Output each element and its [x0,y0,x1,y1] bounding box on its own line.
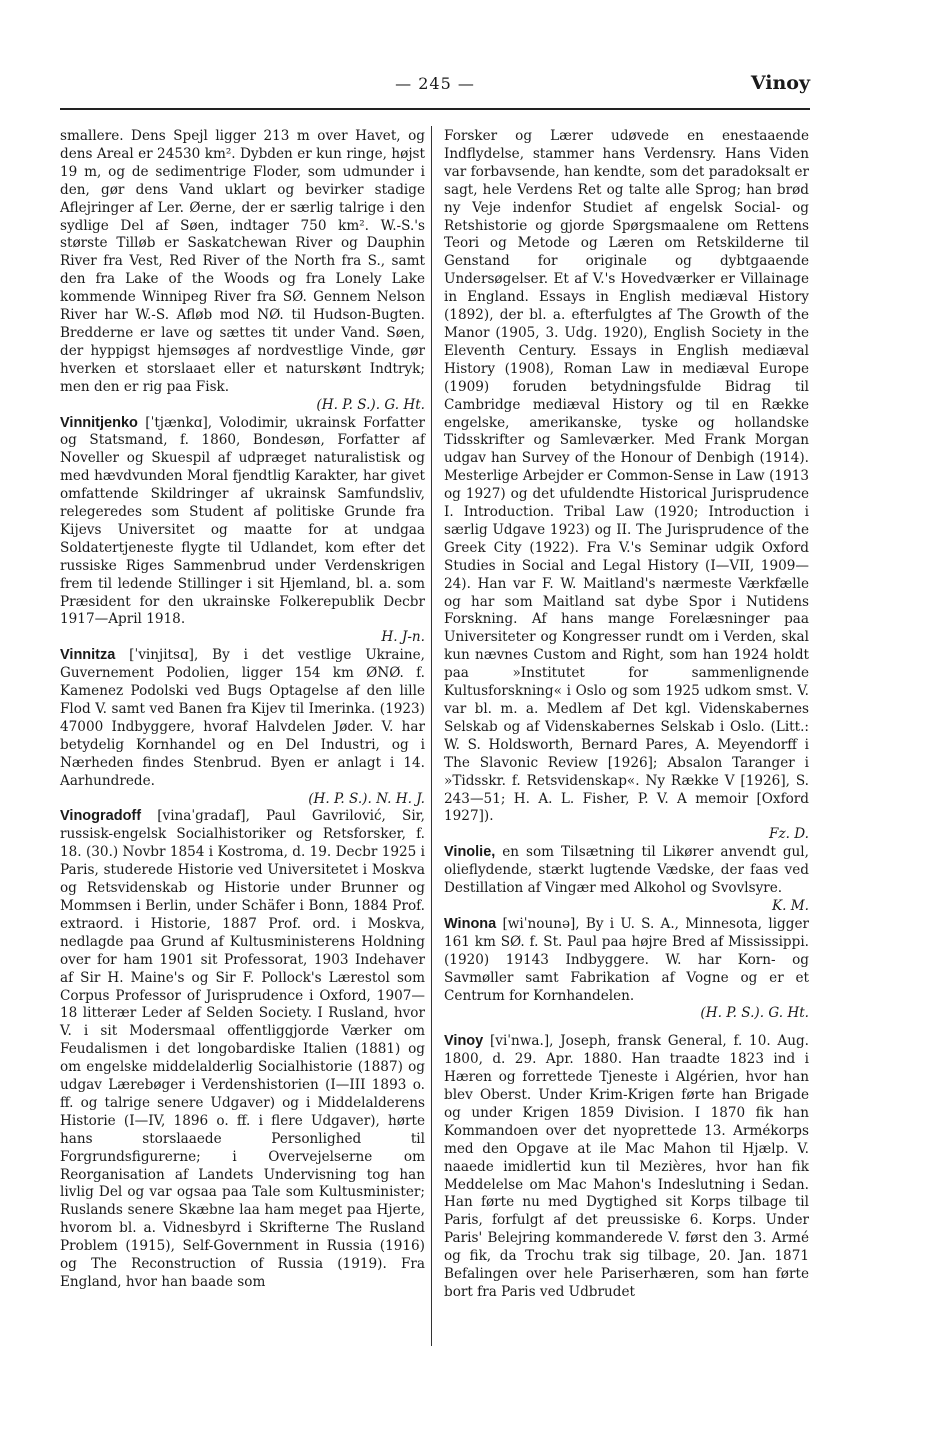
entry-body: [viˈnwa.], Joseph, fransk General, f. 10. Aug. 1800, d. 29. Apr. 1880. Han traadte 1823 ind i Hæren og forrettede Tjeneste i Algérien, hvor han blev Oberst. Under Krim-Krigen førte han Brigade og under Krigen 1859 Division. I 1870 fik han Kommandoen over det nyoprettede 13. Armékorps med den Opgave at ile Mac Mahon til Hjælp. V. naaede imidlertid kun til Mezières, hvor han fik Meddelelse om Mac Mahon's Indeslutning i Sedan. Han førte nu med Dygtighed sit Korps tilbage til Paris, forfulgt af det preussiske 6. Korps. Under Paris' Belejring kommanderede V. først den 3. Armé og fik, da Trochu trak sig tilbage, 20. Jan. 1871 Befalingen over hele Pariserhæren, som han førte bort fra Paris ved Udbrudet [444,1033,809,1300]
entry-signature: (H. P. S.). G. Ht. [700,1005,809,1022]
entry-signature: H. J-n. [381,629,425,646]
entry-vinoy [444,1033,809,1302]
entry-winona [444,916,809,1006]
entry-body: [wiˈnounə], By i U. S. A., Minnesota, ligger 161 km SØ. f. St. Paul paa højre Bred af Mississippi. (1920) 19143 Indbyggere. W. har Korn- og Savmøller samt Fabrikation af Vogne og er et Centrum for Kornhandelen. [444,915,809,1004]
entry-body: [vinaˈgradaf], Paul Gavrilović, Sir, russisk-engelsk Socialhistoriker og Retsforsker, f. 18. (30.) Novbr 1854 i Kostroma, d. 19. Decbr 1925 i Paris, studerede Historie ved Universitetet i Moskva og Retsvidenskab og Historie under Brunner og Mommsen i Berlin, under Schäfer i Bonn, 1884 Prof. extraord. i Historie, 1887 Prof. ord. i Moskva, nedlagde paa Grund af Kultusministerens Holdning over for ham 1901 sit Professorat, 1903 Indehaver af Sir H. Maine's og Sir F. Pollock's Lærestol som Corpus Professor of Jurisprudence i Oxford, 1907—18 litterær Leder af Selden Society. I Rusland, hvor V. i sit Modersmaal offentliggjorde Værker om Feudalismen i det longobardiske Italien (1881) og om engelske middelalderlig Socialhistorie (1887) og udgav Lærebøger i Verdenshistorien (I—III 1893 o. ff. og talrige senere Udgaver) og i Middelalderens Historie (I—IV, 1896 o. ff. i flere Udgaver), hørte hans storslaaede Personlighed til Forgrundsfigurerne; i Overvejelserne om Reorganisation af Landets Undervisning tog han livlig Del og var ogsaa paa Tale som Kultusminister; Ruslands senere Skæbne laa ham meget paa Hjerte, hvorom bl. a. Vidnesbyrd i Skrifterne The Rusland Problem (1915), Self-Government in Russia (1916) og The Reconstruction of Russia (1919). Fra England, hvor han baade som [60,808,425,1290]
right-column [444,128,809,1302]
headword: Vinolie, [444,844,496,861]
column-divider [431,126,432,1346]
entry-signature: (H. P. S.). G. Ht. [316,396,425,413]
entry-signature: (H. P. S.). N. H. J. [308,790,425,807]
entry-body: en som Tilsætning til Likører anvendt gul, olieflydende, stærkt lugtende Vædske, der faas ved Destillation af Vingær med Alkohol og Svovlsyre. [444,844,809,897]
headword: Vinnitjenko [60,414,138,431]
entry-body: smallere. Dens Spejl ligger 213 m over Havet, og dens Areal er 24530 km². Dybden er kun ringe, højst 19 m, og de sedimentrige Floder, som udmunder i den, gør dens Vand uklart og bevirker stadige Aflejringer af Ler. Øerne, der er særlig talrige i den sydlige Del af Søen, indtager 750 km². W.-S.'s største Tilløb er Saskatchewan River og Dauphin River fra Vest, Red River of the North fra S., samt den fra Lake of the Woods og fra Lonely Lake kommende Winnipeg River fra SØ. Gennem Nelson River har W.-S. Afløb mod NØ. til Hudson-Bugten. Bredderne er lave og sættes tit under Vand. Søen, der hyppigst hjemsøges af nordvestlige Vinde, gør hverken et storslaaet eller et naturskønt Indtryk; men den er rig paa Fisk. [60,128,425,395]
left-column [60,128,425,1292]
entry-body: Forsker og Lærer udøvede en enestaaende Indflydelse, stammer hans Verdensry. Hans Viden var forbavsende, han kendte, som det paradoksalt er sagt, hele Verdens Ret og talte alle Sprog; han brød ny Veje indenfor Studiet af engelsk Social- og Retshistorie og gjorde Spørgsmaalene om Rettens Teori og Metode og Læren om Retskilderne til Genstand for originale og dybtgaaende Undersøgelser. Et af V.'s Hovedværker er Villainage in England. Essays in English mediæval History (1892), der bl. a. efterfulgtes af The Growth of the Manor (1905, 3. Udg. 1920), English Society in the Eleventh Century. Essays in English mediæval History (1908), Roman Law in mediæval Europe (1909) foruden betydningsfulde Bidrag til Cambridge mediæval History og til en Række engelske, amerikanske, tyske og hollandske Tidsskrifter og Samleværker. Med Frank Morgan udgav han Survey of the Honour of Denbigh (1914). Mesterlige Arbejder er Common-Sense in Law (1913 og 1927) og det ufuldendte Historical Jurisprudence I. Introduction. Tribal Law (1920; Introduction i særlig Udgave 1923) og II. The Jurisprudence of the Greek City (1922). Fra V.'s Seminar udgik Oxford Studies in Social and Legal History (I—VII, 1909—24). Han var F. W. Maitland's nærmeste Værkfælle og har som Maitland sat dybe Spor i Nutidens Forskning. Af hans mange Forelæsninger paa Universiteter og Kongresser rundt om i Verden, skal kun nævnes Custom and Right, som han 1924 holdt paa »Institutet for sammenlignende Kultusforskning« i Oslo og som 1925 udkom smst. V. var bl. m. a. Medlem af Det kgl. Videnskabernes Selskab og af Videnskabernes Selskab i Oslo. (Litt.: W. S. Holdsworth, Bernard Pares, A. Meyendorff i The Slavonic Review [1926]; Absalon Taranger i »Tidsskr. f. Retsvidenskap«. Ny Række V [1926], S. 243—51; H. A. L. Fisher, P. V. A memoir [Oxford 1927]). [444,128,809,825]
entry-vinnitza [60,647,425,790]
headword: Vinnitza [60,647,116,664]
headword: Vinogradoff [60,808,142,825]
entry-vinogradoff [60,808,425,1291]
entry-body: [ˈtjænkɑ], Volodimir, ukrainsk Forfatter og Statsmand, f. 1860, Bondesøn, Forfatter af Noveller og Skuespil af udpræget naturalistisk og med hævdvunden Moral fjendtlig Karakter, har givet omfattende Skildringer af ukrainsk Samfundsliv, relegeredes som Student af politiske Grunde fra Kijevs Universitet og maatte for at undgaa Soldatertjeneste flygte til Udlandet, kom efter det russiske Riges Sammenbrud under Verdenskrigen frem til ledende Stillinger i sit Hjemland, bl. a. som Præsident for den ukrainske Folkerepublik Decbr 1917—April 1918. [60,414,426,628]
page-header [60,68,810,110]
entry-signature: Fz. D. [769,826,809,843]
entry-signature: K. M. [771,897,809,914]
page-number: — 245 — [395,74,475,93]
headword: Winona [444,915,497,932]
entry-vinolie [444,844,809,898]
entry-continuation [60,128,425,397]
entry-continuation [444,128,809,826]
headword: Vinoy [444,1033,484,1050]
entry-vinnitjenko [60,415,425,630]
entry-body: [ˈvinjitsɑ], By i det vestlige Ukraine, Guvernement Podolien, ligger 154 km ØNØ. f. Kamenez Podolski ved Bugs Optagelse af den lille Flod V. samt ved Banen fra Kijev til Imerinka. (1923) 47000 Indbyggere, hvoraf Halvdelen Jøder. V. har betydelig Kornhandel og en Del Industri, og i Nærheden findes Stenbrud. Byen er anlagt i 14. Aarhundrede. [60,647,425,789]
running-head: Vinoy [750,72,810,94]
